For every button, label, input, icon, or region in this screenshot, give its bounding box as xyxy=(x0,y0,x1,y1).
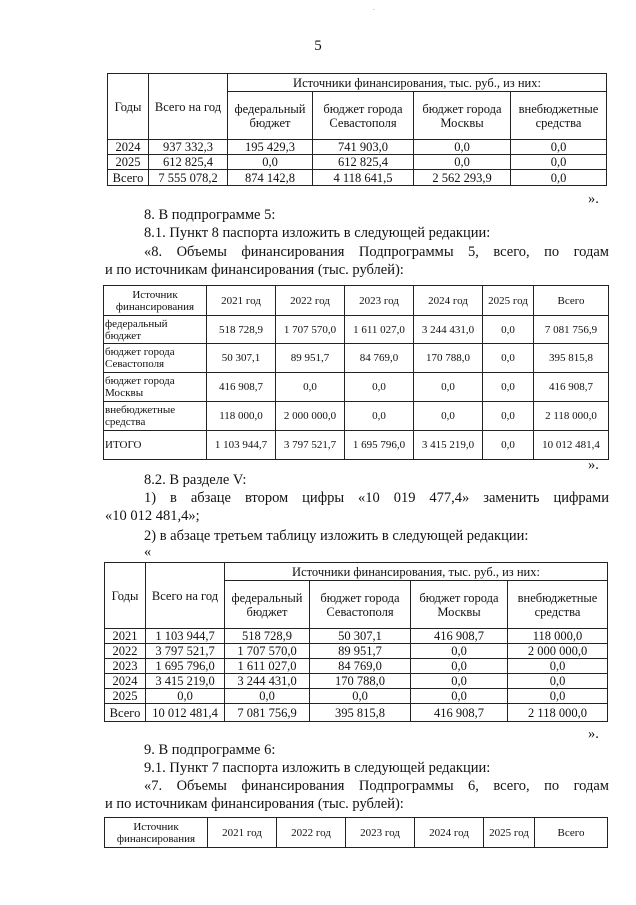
col-header-sources: Источники финансирования, тыс. руб., из них: xyxy=(225,563,608,581)
cell-year: 2021 xyxy=(105,629,146,644)
section-9-title: 9. В подпрограмме 6: xyxy=(144,742,276,758)
cell-offbudget: 2 000 000,0 xyxy=(508,644,608,659)
col-header-federal: федеральный бюджет xyxy=(228,92,313,140)
cell-2023: 84 769,0 xyxy=(345,344,414,373)
cell-total: 1 103 944,7 xyxy=(146,629,225,644)
cell-moscow: 2 562 293,9 xyxy=(414,170,511,186)
section-8-2-item1-line1: 1) в абзаце втором цифры «10 019 477,4» заменить цифрами xyxy=(144,490,609,506)
cell-offbudget: 0,0 xyxy=(511,170,607,186)
cell-2023: 1 695 796,0 xyxy=(345,431,414,460)
col-header-2024: 2024 год xyxy=(414,286,483,316)
cell-2022: 1 707 570,0 xyxy=(276,316,345,344)
section-8-2-item2: 2) в абзаце третьем таблицу изложить в следующей редакции: xyxy=(144,528,529,544)
table-row xyxy=(108,155,607,170)
cell-total: 416 908,7 xyxy=(534,373,609,402)
cell-total: 2 118 000,0 xyxy=(534,402,609,431)
col-header-offbudget: внебюджетные средства xyxy=(508,581,608,629)
subprogram-6-funding-table xyxy=(104,817,608,848)
cell-2024: 0,0 xyxy=(414,402,483,431)
open-quote: « xyxy=(144,544,152,560)
col-header-source: Источник финансирования xyxy=(104,286,207,316)
cell-offbudget: 0,0 xyxy=(511,140,607,155)
cell-2025: 0,0 xyxy=(483,373,534,402)
table-row xyxy=(104,431,609,460)
cell-offbudget: 0,0 xyxy=(511,155,607,170)
section-8-1: 8.1. Пункт 8 паспорта изложить в следующей редакции: xyxy=(144,225,491,241)
cell-2022: 3 797 521,7 xyxy=(276,431,345,460)
cell-total: 7 555 078,2 xyxy=(149,170,228,186)
table-row xyxy=(104,402,609,431)
col-header-2023: 2023 год xyxy=(345,286,414,316)
cell-2021: 1 103 944,7 xyxy=(207,431,276,460)
cell-source: внебюджетные средства xyxy=(104,402,207,431)
cell-sevastopol: 50 307,1 xyxy=(310,629,411,644)
col-header-sevastopol: бюджет города Севастополя xyxy=(310,581,411,629)
cell-year: 2024 xyxy=(105,674,146,689)
cell-moscow: 0,0 xyxy=(414,140,511,155)
cell-sevastopol: 0,0 xyxy=(310,689,411,704)
cell-2023: 0,0 xyxy=(345,402,414,431)
cell-moscow: 0,0 xyxy=(414,155,511,170)
cell-total: 1 695 796,0 xyxy=(146,659,225,674)
table-row xyxy=(108,140,607,155)
cell-year: 2025 xyxy=(108,155,149,170)
cell-total: 612 825,4 xyxy=(149,155,228,170)
cell-offbudget: 2 118 000,0 xyxy=(508,704,608,722)
cell-2022: 89 951,7 xyxy=(276,344,345,373)
col-header-sevastopol: бюджет города Севастополя xyxy=(313,92,414,140)
cell-offbudget: 0,0 xyxy=(508,674,608,689)
cell-total: 0,0 xyxy=(146,689,225,704)
cell-federal: 195 429,3 xyxy=(228,140,313,155)
cell-source: бюджет города Москвы xyxy=(104,373,207,402)
cell-federal: 7 081 756,9 xyxy=(225,704,310,722)
cell-total: 7 081 756,9 xyxy=(534,316,609,344)
section-9-quote-line1: «7. Объемы финансирования Подпрограммы 6, всего, по годам xyxy=(144,778,609,794)
table-row xyxy=(105,704,608,722)
col-header-sources: Источники финансирования, тыс. руб., из них: xyxy=(228,74,607,92)
cell-moscow: 0,0 xyxy=(411,644,508,659)
cell-moscow: 0,0 xyxy=(411,689,508,704)
quote-close: ». xyxy=(588,191,599,207)
cell-offbudget: 0,0 xyxy=(508,689,608,704)
table-row xyxy=(105,644,608,659)
col-header-2025: 2025 год xyxy=(483,286,534,316)
cell-sevastopol: 741 903,0 xyxy=(313,140,414,155)
cell-sevastopol: 4 118 641,5 xyxy=(313,170,414,186)
cell-total: 10 012 481,4 xyxy=(534,431,609,460)
cell-moscow: 416 908,7 xyxy=(411,629,508,644)
section-8-2: 8.2. В разделе V: xyxy=(144,472,247,488)
cell-federal: 518 728,9 xyxy=(225,629,310,644)
cell-2023: 0,0 xyxy=(345,373,414,402)
section-8-2-item1-line2: «10 012 481,4»; xyxy=(105,508,200,524)
col-header-2022: 2022 год xyxy=(276,286,345,316)
section-9-1: 9.1. Пункт 7 паспорта изложить в следующей редакции: xyxy=(144,760,491,776)
col-header-2022: 2022 год xyxy=(277,818,346,848)
table-row xyxy=(105,689,608,704)
cell-source: ИТОГО xyxy=(104,431,207,460)
section-8-quote-line1: «8. Объемы финансирования Подпрограммы 5, всего, по годам xyxy=(144,244,609,260)
cell-year: 2023 xyxy=(105,659,146,674)
col-header-source: Источник финансирования xyxy=(105,818,208,848)
table-row xyxy=(105,629,608,644)
cell-2024: 0,0 xyxy=(414,373,483,402)
cell-2022: 0,0 xyxy=(276,373,345,402)
col-header-2025: 2025 год xyxy=(484,818,535,848)
cell-2025: 0,0 xyxy=(483,431,534,460)
cell-sevastopol: 84 769,0 xyxy=(310,659,411,674)
col-header-offbudget: внебюджетные средства xyxy=(511,92,607,140)
cell-2023: 1 611 027,0 xyxy=(345,316,414,344)
cell-2021: 416 908,7 xyxy=(207,373,276,402)
section-8-title: 8. В подпрограмме 5: xyxy=(144,207,276,223)
cell-federal: 0,0 xyxy=(228,155,313,170)
scan-mark: . xyxy=(373,4,375,12)
section-9-quote-line2: и по источникам финансирования (тыс. рублей): xyxy=(105,796,404,812)
cell-year: 2025 xyxy=(105,689,146,704)
cell-federal: 0,0 xyxy=(225,689,310,704)
cell-offbudget: 118 000,0 xyxy=(508,629,608,644)
table-row xyxy=(105,674,608,689)
cell-source: бюджет города Севастополя xyxy=(104,344,207,373)
cell-moscow: 0,0 xyxy=(411,659,508,674)
table-row xyxy=(104,344,609,373)
cell-2024: 3 415 219,0 xyxy=(414,431,483,460)
col-header-2024: 2024 год xyxy=(415,818,484,848)
cell-federal: 1 707 570,0 xyxy=(225,644,310,659)
col-header-years: Годы xyxy=(108,74,149,140)
cell-2025: 0,0 xyxy=(483,344,534,373)
cell-year: Всего xyxy=(108,170,149,186)
cell-2024: 3 244 431,0 xyxy=(414,316,483,344)
cell-2021: 518 728,9 xyxy=(207,316,276,344)
cell-total: 937 332,3 xyxy=(149,140,228,155)
col-header-years: Годы xyxy=(105,563,146,629)
cell-year: 2022 xyxy=(105,644,146,659)
col-header-moscow: бюджет города Москвы xyxy=(411,581,508,629)
col-header-total: Всего на год xyxy=(149,74,228,140)
table-row xyxy=(104,316,609,344)
col-header-federal: федеральный бюджет xyxy=(225,581,310,629)
quote-close: ». xyxy=(588,457,599,473)
cell-source: федеральный бюджет xyxy=(104,316,207,344)
cell-2022: 2 000 000,0 xyxy=(276,402,345,431)
cell-sevastopol: 170 788,0 xyxy=(310,674,411,689)
cell-2025: 0,0 xyxy=(483,402,534,431)
cell-total: 3 797 521,7 xyxy=(146,644,225,659)
col-header-2023: 2023 год xyxy=(346,818,415,848)
cell-year: Всего xyxy=(105,704,146,722)
cell-federal: 1 611 027,0 xyxy=(225,659,310,674)
cell-sevastopol: 395 815,8 xyxy=(310,704,411,722)
subprogram-5-funding-table xyxy=(103,285,609,460)
cell-year: 2024 xyxy=(108,140,149,155)
col-header-total: Всего на год xyxy=(146,563,225,629)
cell-total: 3 415 219,0 xyxy=(146,674,225,689)
cell-offbudget: 0,0 xyxy=(508,659,608,674)
funding-by-year-table-subprogram-5 xyxy=(104,562,608,722)
section-8-quote-line2: и по источникам финансирования (тыс. рублей): xyxy=(105,262,404,278)
cell-federal: 874 142,8 xyxy=(228,170,313,186)
cell-2021: 118 000,0 xyxy=(207,402,276,431)
col-header-2021: 2021 год xyxy=(207,286,276,316)
cell-moscow: 416 908,7 xyxy=(411,704,508,722)
cell-total: 10 012 481,4 xyxy=(146,704,225,722)
funding-by-year-table-top xyxy=(107,73,607,186)
col-header-total: Всего xyxy=(535,818,608,848)
col-header-total: Всего xyxy=(534,286,609,316)
table-row xyxy=(104,373,609,402)
cell-2021: 50 307,1 xyxy=(207,344,276,373)
table-row xyxy=(105,659,608,674)
cell-total: 395 815,8 xyxy=(534,344,609,373)
cell-2025: 0,0 xyxy=(483,316,534,344)
cell-federal: 3 244 431,0 xyxy=(225,674,310,689)
col-header-2021: 2021 год xyxy=(208,818,277,848)
cell-moscow: 0,0 xyxy=(411,674,508,689)
cell-2024: 170 788,0 xyxy=(414,344,483,373)
col-header-moscow: бюджет города Москвы xyxy=(414,92,511,140)
table-row xyxy=(108,170,607,186)
quote-close: ». xyxy=(588,726,599,742)
cell-sevastopol: 612 825,4 xyxy=(313,155,414,170)
cell-sevastopol: 89 951,7 xyxy=(310,644,411,659)
page-number: 5 xyxy=(314,38,322,54)
